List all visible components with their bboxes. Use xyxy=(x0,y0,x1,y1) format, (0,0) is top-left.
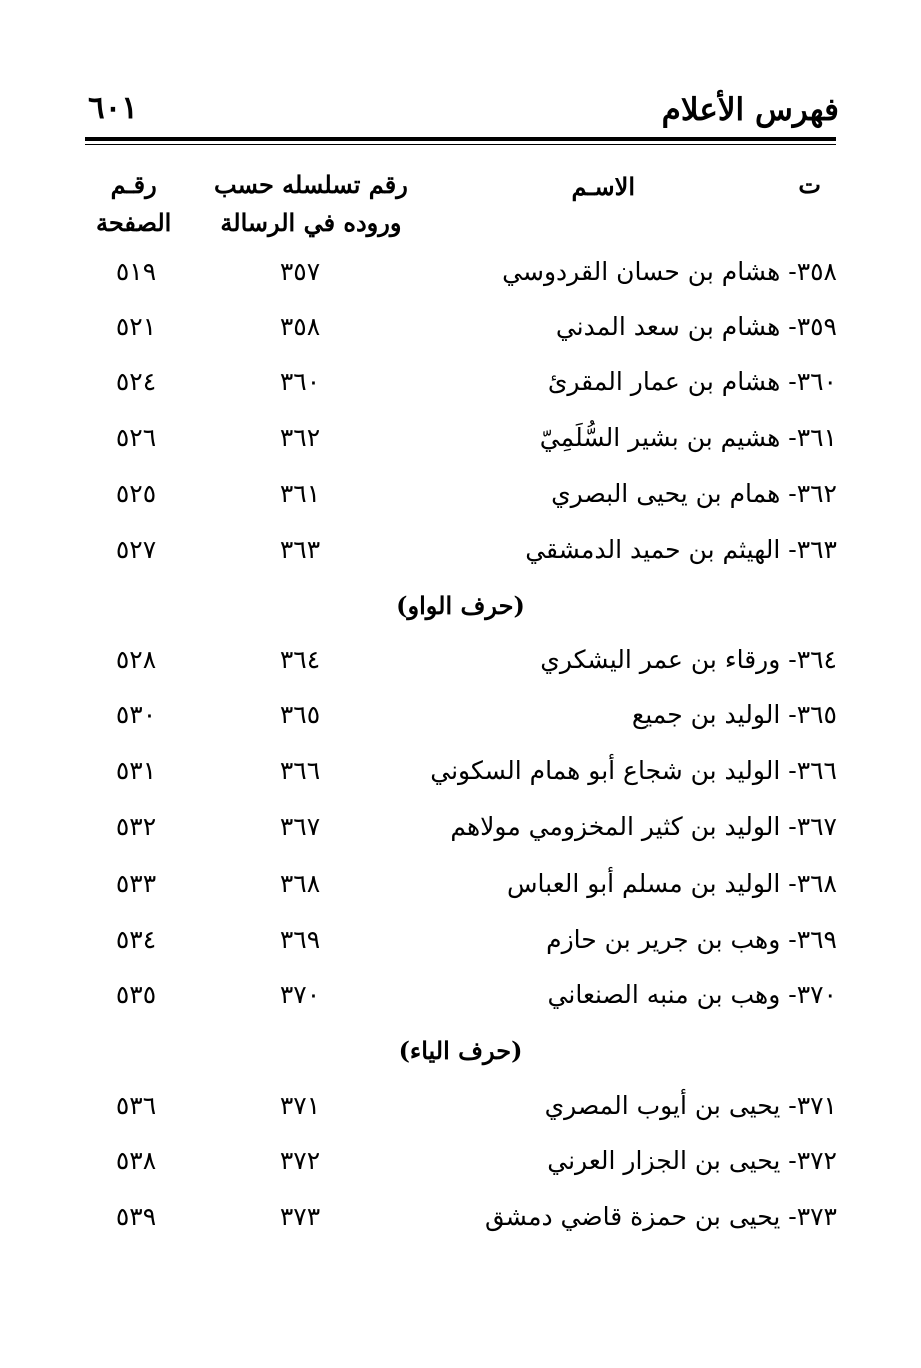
entry-page: ٥٢٥ xyxy=(115,479,157,508)
index-row xyxy=(0,307,921,347)
entry-sequence: ٣٦٤ xyxy=(279,645,321,674)
entry-sequence: ٣٦٥ xyxy=(279,700,321,729)
index-row xyxy=(0,751,921,791)
column-header-sequence-line2: وروده في الرسالة xyxy=(220,208,402,237)
index-row xyxy=(0,640,921,680)
header-rule-thin xyxy=(85,144,836,145)
entry-name: ٣٦١- هشيم بن بشير السُّلَمِيّ xyxy=(539,423,837,452)
column-header-page-line1: رقـم xyxy=(110,170,157,199)
entry-page: ٥٢٦ xyxy=(115,423,157,452)
index-row xyxy=(0,252,921,292)
section-heading-ya: (حرف الياء) xyxy=(398,1036,523,1065)
column-header-page-line2: الصفحة xyxy=(96,208,172,237)
entry-page: ٥٣٢ xyxy=(115,812,157,841)
header-rule-thick xyxy=(85,137,836,141)
entry-sequence: ٣٦٨ xyxy=(279,869,321,898)
entry-page: ٥١٩ xyxy=(115,257,157,286)
entry-name: ٣٧١- يحيى بن أيوب المصري xyxy=(544,1091,837,1120)
entry-sequence: ٣٧٠ xyxy=(279,980,321,1009)
entry-name: ٣٦٩- وهب بن جرير بن حازم xyxy=(546,925,837,954)
entry-name: ٣٦٥- الوليد بن جميع xyxy=(631,700,837,729)
entry-name: ٣٧٠- وهب بن منبه الصنعاني xyxy=(547,980,837,1009)
entry-page: ٥٣٦ xyxy=(115,1091,157,1120)
entry-name: ٣٦٤- ورقاء بن عمر اليشكري xyxy=(540,645,837,674)
entry-sequence: ٣٥٧ xyxy=(279,257,321,286)
entry-page: ٥٢٨ xyxy=(115,645,157,674)
entry-sequence: ٣٥٨ xyxy=(279,312,321,341)
index-row xyxy=(0,975,921,1015)
entry-page: ٥٣٨ xyxy=(115,1146,157,1175)
index-row xyxy=(0,864,921,904)
running-title: فهرس الأعلام xyxy=(661,92,839,128)
index-row xyxy=(0,920,921,960)
column-header-page xyxy=(96,166,171,242)
entry-page: ٥٣٠ xyxy=(115,700,157,729)
index-row xyxy=(0,530,921,570)
entry-name: ٣٦٨- الوليد بن مسلم أبو العباس xyxy=(507,869,837,898)
entry-sequence: ٣٧١ xyxy=(279,1091,321,1120)
entry-name: ٣٦٦- الوليد بن شجاع أبو همام السكوني xyxy=(430,756,837,785)
index-row xyxy=(0,1086,921,1126)
entry-page: ٥٣٥ xyxy=(115,980,157,1009)
column-header-number: ت xyxy=(798,170,821,199)
entry-page: ٥٣٤ xyxy=(115,925,157,954)
entry-sequence: ٣٧٣ xyxy=(279,1202,321,1231)
column-header-sequence-line1: رقم تسلسله حسب xyxy=(214,170,408,199)
entry-page: ٥٣٣ xyxy=(115,869,157,898)
entry-page: ٥٣١ xyxy=(115,756,157,785)
index-row xyxy=(0,1197,921,1237)
entry-name: ٣٧٢- يحيى بن الجزار العرني xyxy=(547,1146,837,1175)
entry-name: ٣٥٨- هشام بن حسان القردوسي xyxy=(502,257,837,286)
entry-sequence: ٣٦٧ xyxy=(279,812,321,841)
index-row xyxy=(0,474,921,514)
index-row xyxy=(0,807,921,847)
index-row xyxy=(0,695,921,735)
entry-name: ٣٦٧- الوليد بن كثير المخزومي مولاهم xyxy=(450,812,837,841)
index-row xyxy=(0,1141,921,1181)
entry-sequence: ٣٦٠ xyxy=(279,367,321,396)
column-header-name: الاسـم xyxy=(571,172,635,201)
column-header-sequence xyxy=(214,166,408,242)
entry-name: ٣٥٩- هشام بن سعد المدني xyxy=(555,312,837,341)
index-row xyxy=(0,418,921,458)
entry-sequence: ٣٧٢ xyxy=(279,1146,321,1175)
entry-page: ٥٢٤ xyxy=(115,367,157,396)
page-number: ٦٠١ xyxy=(88,90,138,126)
entry-name: ٣٦٢- همام بن يحيى البصري xyxy=(551,479,837,508)
entry-name: ٣٦٣- الهيثم بن حميد الدمشقي xyxy=(525,535,837,564)
entry-sequence: ٣٦٦ xyxy=(279,756,321,785)
entry-sequence: ٣٦٣ xyxy=(279,535,321,564)
entry-name: ٣٧٣- يحيى بن حمزة قاضي دمشق xyxy=(484,1202,837,1231)
entry-sequence: ٣٦٩ xyxy=(279,925,321,954)
entry-page: ٥٢١ xyxy=(115,312,157,341)
entry-sequence: ٣٦١ xyxy=(279,479,321,508)
section-heading-waw: (حرف الواو) xyxy=(396,591,525,620)
entry-page: ٥٣٩ xyxy=(115,1202,157,1231)
entry-page: ٥٢٧ xyxy=(115,535,157,564)
entry-sequence: ٣٦٢ xyxy=(279,423,321,452)
index-row xyxy=(0,362,921,402)
entry-name: ٣٦٠- هشام بن عمار المقرئ xyxy=(547,367,837,396)
